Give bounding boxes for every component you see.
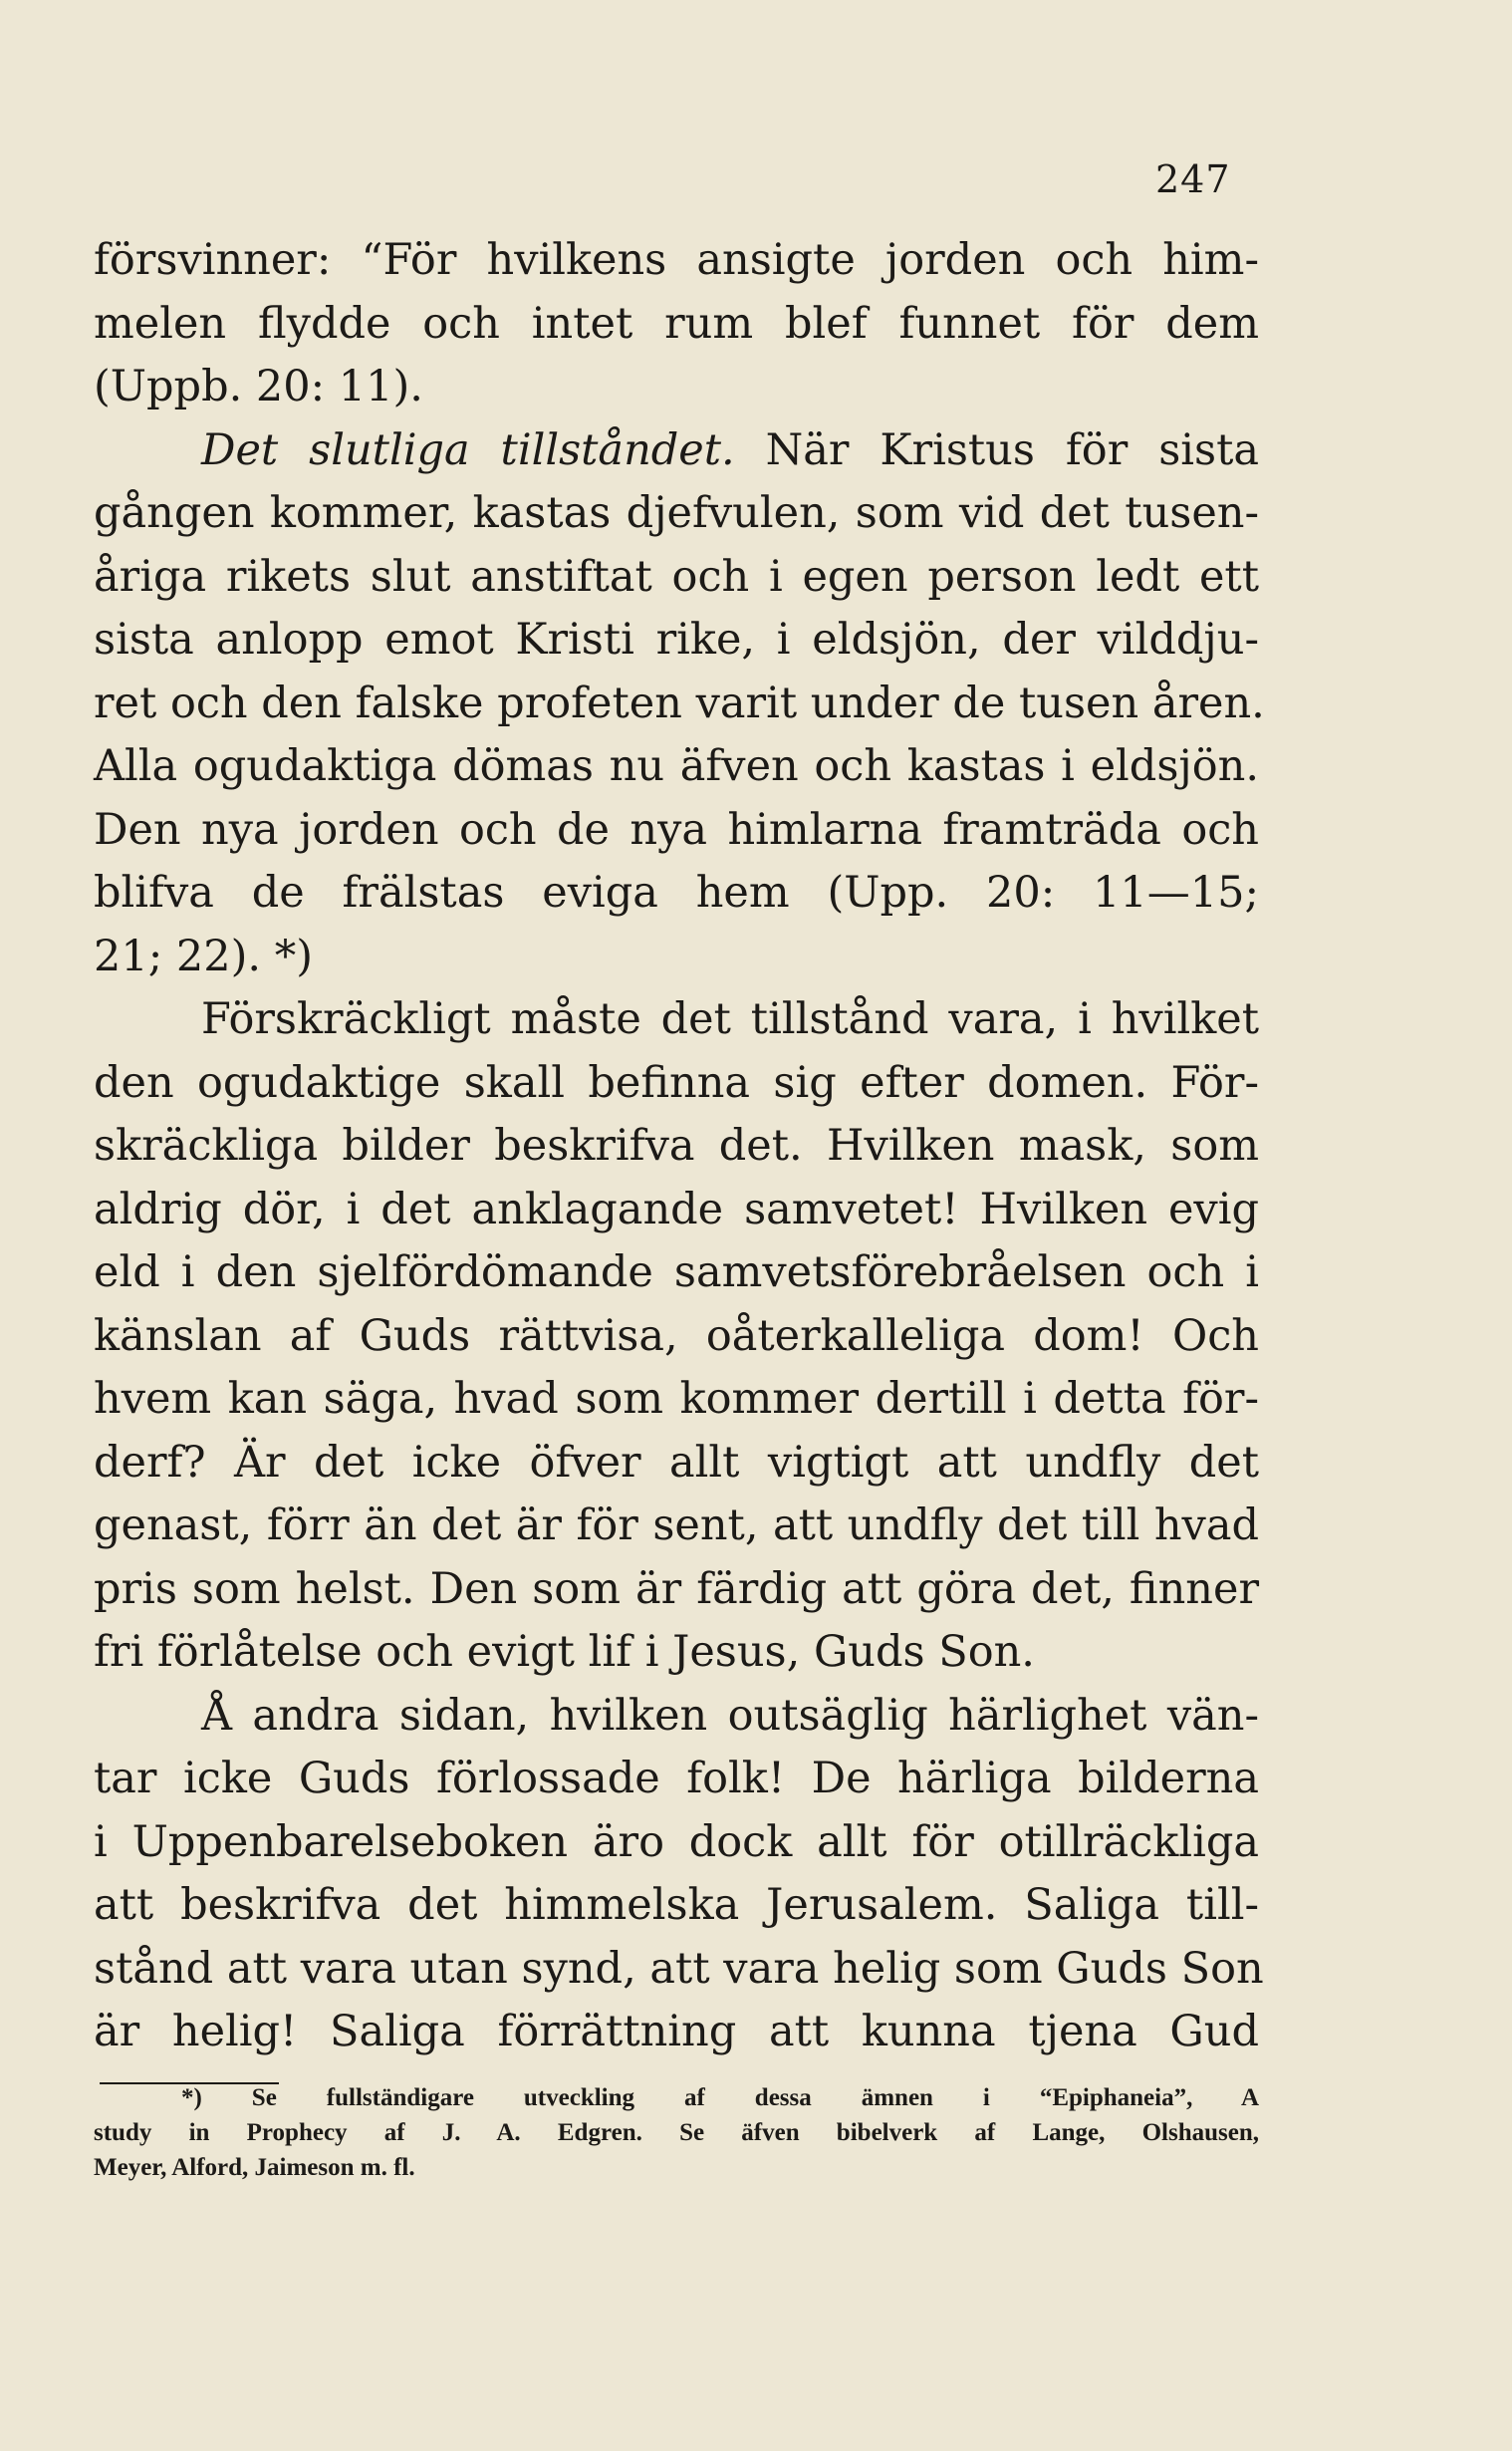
body-text bbox=[94, 229, 1265, 2064]
footnote-line: Meyer, Alford, Jaimeson m. fl. bbox=[94, 2154, 415, 2181]
footnotes bbox=[94, 2080, 1259, 2185]
text-line: är helig! Saliga förrättning att kunna tjena Gud bbox=[94, 2007, 1259, 2056]
text-line: aldrig dör, i det anklagande samvetet! Hvilken evig bbox=[94, 1184, 1259, 1234]
text-line: melen flydde och intet rum blef funnet för dem bbox=[94, 298, 1259, 349]
text-line: i Uppenbarelseboken äro dock allt för otillräckliga bbox=[94, 1816, 1259, 1867]
text-line: skräckliga bilder beskrifva det. Hvilken mask, som bbox=[94, 1121, 1259, 1171]
section-heading-line bbox=[94, 419, 1259, 483]
text-line: hvem kan säga, hvad som kommer dertill i detta för- bbox=[94, 1374, 1259, 1424]
text-line: gången kommer, kastas djefvulen, som vid det tusen- bbox=[94, 488, 1259, 538]
text-line: pris som helst. Den som är färdig att göra det, finner bbox=[94, 1563, 1259, 1614]
footnote-line: study in Prophecy af J. A. Edgren. Se äfven bibelverk af Lange, Olshausen, bbox=[94, 2119, 1259, 2146]
text-line: försvinner: “För hvilkens ansigte jorden och him- bbox=[94, 235, 1259, 285]
text-line: tar icke Guds förlossade folk! De härliga bilderna bbox=[94, 1754, 1259, 1803]
text-line: derf? Är det icke öfver allt vigtigt att undfly det bbox=[94, 1437, 1259, 1488]
text-line: Alla ogudaktiga dömas nu äfven och kastas i eldsjön. bbox=[94, 741, 1259, 791]
text-line: När Kristus för sista bbox=[765, 424, 1259, 475]
text-line: eld i den sjelfördömande samvetsförebråelsen och i bbox=[94, 1247, 1259, 1297]
text-line: känslan af Guds rättvisa, oåterkalleliga dom! Och bbox=[94, 1310, 1259, 1361]
text-line: sista anlopp emot Kristi rike, i eldsjön, der vilddju- bbox=[94, 615, 1259, 665]
text-line: fri förlåtelse och evigt lif i Jesus, Guds Son. bbox=[94, 1627, 1035, 1677]
text-line: Förskräckligt måste det tillstånd vara, i hvilket bbox=[201, 994, 1259, 1044]
text-line: åriga rikets slut anstiftat och i egen person ledt ett bbox=[94, 551, 1259, 602]
text-line: 21; 22). *) bbox=[94, 931, 313, 981]
text-line: Den nya jorden och de nya himlarna framträda och bbox=[94, 804, 1259, 855]
text-line: stånd att vara utan synd, att vara helig som Guds Son bbox=[94, 1943, 1264, 1994]
text-line: den ogudaktige skall befinna sig efter domen. För- bbox=[94, 1057, 1259, 1108]
text-line: ret och den falske profeten varit under de tusen åren. bbox=[94, 678, 1265, 728]
text-line: (Uppb. 20: 11). bbox=[94, 362, 423, 411]
text-line: Å andra sidan, hvilken outsäglig härlighet vän- bbox=[201, 1690, 1259, 1741]
text-line: blifva de frälstas eviga hem (Upp. 20: 11—15; bbox=[94, 868, 1259, 918]
section-heading: Det slutliga tillståndet. bbox=[201, 424, 735, 475]
text-line: genast, förr än det är för sent, att undfly det till hvad bbox=[94, 1500, 1259, 1550]
footnote-line: *) Se fullständigare utveckling af dessa ämnen i “Epiphaneia”, A bbox=[181, 2084, 1259, 2111]
text-line: att beskrifva det himmelska Jerusalem. Saliga till- bbox=[94, 1880, 1259, 1930]
page-number: 247 bbox=[1155, 157, 1231, 201]
